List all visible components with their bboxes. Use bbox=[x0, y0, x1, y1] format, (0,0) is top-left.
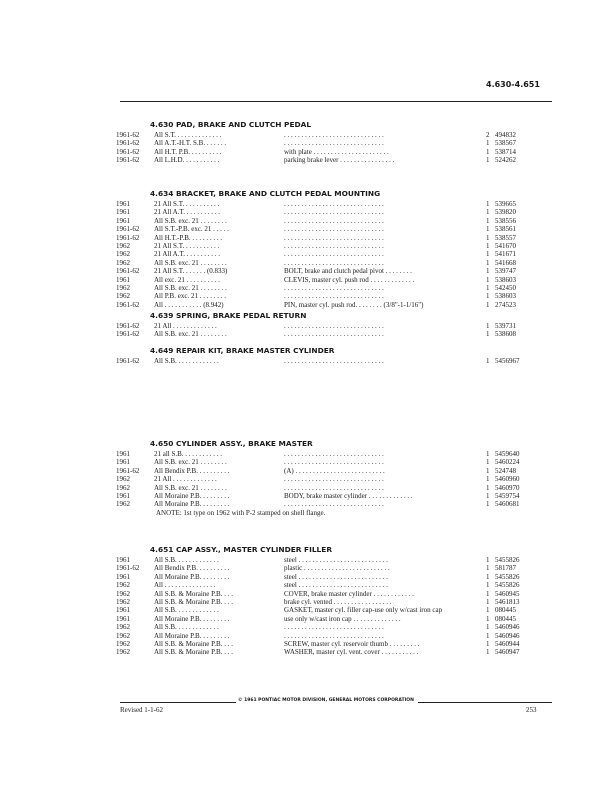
part-description: . . . . . . . . . . . . . . . . . . . . . . . . . . . . . bbox=[284, 283, 384, 292]
part-quantity: 1 bbox=[486, 225, 490, 234]
part-number: 5460946 bbox=[495, 631, 520, 640]
part-number: 5459640 bbox=[495, 450, 520, 458]
part-row bbox=[116, 250, 556, 258]
part-quantity: 1 bbox=[486, 491, 490, 500]
part-number: 538603 bbox=[495, 292, 516, 301]
part-number: 538603 bbox=[495, 275, 516, 284]
part-quantity: 1 bbox=[486, 639, 490, 648]
part-row bbox=[116, 598, 556, 606]
part-description: parking brake lever . . . . . . . . . . . . . . . . bbox=[284, 156, 395, 165]
part-row bbox=[116, 217, 556, 225]
part-number: 538714 bbox=[495, 147, 516, 156]
part-quantity: 1 bbox=[486, 483, 490, 492]
part-year: 1961-62 bbox=[116, 147, 140, 156]
part-description: . . . . . . . . . . . . . . . . . . . . . . . . . . . . . bbox=[284, 200, 384, 208]
part-row bbox=[116, 234, 556, 242]
part-row bbox=[116, 225, 556, 233]
part-number: 274523 bbox=[495, 300, 516, 309]
part-description: with plate . . . . . . . . . . . . . . . . . . . . . . bbox=[284, 147, 389, 156]
part-row bbox=[116, 492, 556, 500]
part-description: . . . . . . . . . . . . . . . . . . . . . . . . . . . . . bbox=[284, 357, 384, 365]
page-range: 4.630-4.651 bbox=[486, 80, 540, 89]
part-year: 1962 bbox=[116, 639, 130, 648]
part-quantity: 1 bbox=[486, 458, 490, 467]
parts-section bbox=[116, 544, 556, 657]
part-model: 21 All S.T. . . . . . . . . . . bbox=[154, 200, 220, 208]
part-year: 1961-62 bbox=[116, 139, 140, 148]
part-row bbox=[116, 590, 556, 598]
part-model: All P.B. exc. 21 . . . . . . . . bbox=[154, 292, 226, 301]
part-year: 1962 bbox=[116, 283, 130, 292]
part-description: use only w/cast iron cap . . . . . . . . . . . . . . bbox=[284, 614, 401, 623]
part-year: 1961-62 bbox=[116, 357, 140, 365]
part-year: 1961-62 bbox=[116, 564, 140, 573]
part-row bbox=[116, 556, 556, 564]
part-year: 1962 bbox=[116, 483, 130, 492]
part-row bbox=[116, 242, 556, 250]
part-row bbox=[116, 139, 556, 147]
part-number: 541671 bbox=[495, 250, 516, 259]
part-description: CLEVIS, master cyl. push rod . . . . . . . . . . . . . bbox=[284, 275, 415, 284]
part-number: 539731 bbox=[495, 322, 516, 330]
part-year: 1961-62 bbox=[116, 300, 140, 309]
part-number: 542450 bbox=[495, 283, 516, 292]
part-model: All S.T. . . . . . . . . . . . . . bbox=[154, 131, 222, 139]
part-quantity: 1 bbox=[486, 500, 490, 509]
part-year: 1962 bbox=[116, 589, 130, 598]
part-description: . . . . . . . . . . . . . . . . . . . . . . . . . . . . . bbox=[284, 139, 384, 148]
part-description: . . . . . . . . . . . . . . . . . . . . . . . . . . . . . bbox=[284, 216, 384, 225]
part-quantity: 1 bbox=[486, 156, 490, 165]
part-model: All S.T.-P.B. exc. 21 . . . . . bbox=[154, 225, 229, 234]
part-description: . . . . . . . . . . . . . . . . . . . . . . . . . . . . . bbox=[284, 330, 384, 339]
part-row bbox=[116, 573, 556, 581]
part-quantity: 1 bbox=[486, 357, 490, 365]
part-quantity: 1 bbox=[486, 450, 490, 458]
part-quantity: 1 bbox=[486, 475, 490, 484]
part-model: All A.T.-H.T. S.B. . . . . . . bbox=[154, 139, 227, 148]
part-number: 581787 bbox=[495, 564, 516, 573]
part-year: 1961-62 bbox=[116, 225, 140, 234]
footer-rule-left bbox=[120, 702, 236, 703]
part-row bbox=[116, 292, 556, 300]
part-quantity: 1 bbox=[486, 614, 490, 623]
part-model: All S.B. . . . . . . . . . . . . bbox=[154, 357, 219, 365]
part-year: 1961 bbox=[116, 275, 130, 284]
part-description: BOLT, brake and clutch pedal pivot . . . . . . . . bbox=[284, 267, 412, 276]
part-number: 5460947 bbox=[495, 648, 520, 657]
part-row bbox=[116, 276, 556, 284]
part-model: All H.T.-P.B. . . . . . . . . . bbox=[154, 233, 223, 242]
section-title: 4.649 REPAIR KIT, BRAKE MASTER CYLINDER bbox=[150, 346, 335, 355]
part-quantity: 1 bbox=[486, 623, 490, 632]
page-number: 253 bbox=[526, 706, 537, 714]
part-quantity: 1 bbox=[486, 564, 490, 573]
part-number: 5460970 bbox=[495, 483, 520, 492]
part-row bbox=[116, 301, 556, 309]
part-number: 539665 bbox=[495, 200, 516, 208]
part-year: 1961-62 bbox=[116, 156, 140, 165]
part-model: 21 All A.T. . . . . . . . . . . bbox=[154, 208, 220, 217]
part-model: All . . . . . . . . . . . (8.942) bbox=[154, 300, 224, 309]
part-number: 524748 bbox=[495, 466, 516, 475]
part-row bbox=[116, 284, 556, 292]
part-model: All S.B. . . . . . . . . . . . . bbox=[154, 556, 219, 564]
part-quantity: 1 bbox=[486, 267, 490, 276]
part-row bbox=[116, 484, 556, 492]
part-number: 541668 bbox=[495, 258, 516, 267]
part-number: 524262 bbox=[495, 156, 516, 165]
part-row bbox=[116, 322, 556, 330]
part-description: . . . . . . . . . . . . . . . . . . . . . . . . . . . . . bbox=[284, 483, 384, 492]
part-row bbox=[116, 458, 556, 466]
part-model: All Moraine P.B. . . . . . . . . bbox=[154, 572, 230, 581]
part-description: . . . . . . . . . . . . . . . . . . . . . . . . . . . . . bbox=[284, 475, 384, 484]
part-quantity: 1 bbox=[486, 589, 490, 598]
section-title: 4.630 PAD, BRAKE AND CLUTCH PEDAL bbox=[150, 120, 312, 129]
part-model: 21 all S.B. . . . . . . . . . . . bbox=[154, 450, 223, 458]
part-model: All Moraine P.B. . . . . . . . . bbox=[154, 500, 230, 509]
part-year: 1961 bbox=[116, 208, 130, 217]
part-year: 1961 bbox=[116, 556, 130, 564]
part-year: 1962 bbox=[116, 250, 130, 259]
section-title: 4.639 SPRING, BRAKE PEDAL RETURN bbox=[150, 311, 307, 320]
part-model: 21 All S.T. . . . . . . (0.833) bbox=[154, 267, 228, 276]
part-year: 1961-62 bbox=[116, 466, 140, 475]
part-model: All Bendix P.B. . . . . . . . . . bbox=[154, 564, 230, 573]
part-year: 1962 bbox=[116, 475, 130, 484]
part-row bbox=[116, 564, 556, 572]
part-row bbox=[116, 357, 556, 365]
part-model: All Moraine P.B. . . . . . . . . bbox=[154, 614, 230, 623]
part-quantity: 2 bbox=[486, 131, 490, 139]
part-year: 1961 bbox=[116, 572, 130, 581]
part-model: All S.B. exc. 21 . . . . . . . . bbox=[154, 283, 227, 292]
part-quantity: 1 bbox=[486, 322, 490, 330]
part-description: . . . . . . . . . . . . . . . . . . . . . . . . . . . . . bbox=[284, 623, 384, 632]
section-title: 4.651 CAP ASSY., MASTER CYLINDER FILLER bbox=[150, 545, 333, 554]
part-year: 1961 bbox=[116, 450, 130, 458]
part-quantity: 1 bbox=[486, 147, 490, 156]
part-year: 1962 bbox=[116, 292, 130, 301]
part-description: . . . . . . . . . . . . . . . . . . . . . . . . . . . . . bbox=[284, 631, 384, 640]
part-quantity: 1 bbox=[486, 556, 490, 564]
part-row bbox=[116, 615, 556, 623]
part-description: . . . . . . . . . . . . . . . . . . . . . . . . . . . . . bbox=[284, 225, 384, 234]
part-description: . . . . . . . . . . . . . . . . . . . . . . . . . . . . . bbox=[284, 250, 384, 259]
parts-section bbox=[116, 119, 556, 165]
part-quantity: 1 bbox=[486, 283, 490, 292]
part-description: . . . . . . . . . . . . . . . . . . . . . . . . . . . . . bbox=[284, 292, 384, 301]
part-number: 5460944 bbox=[495, 639, 520, 648]
section-title: 4.650 CYLINDER ASSY., BRAKE MASTER bbox=[150, 439, 313, 448]
header-rule bbox=[120, 101, 552, 102]
part-number: 5461813 bbox=[495, 597, 520, 606]
part-description: . . . . . . . . . . . . . . . . . . . . . . . . . . . . . bbox=[284, 322, 384, 330]
part-number: 494832 bbox=[495, 131, 516, 139]
part-row bbox=[116, 450, 556, 458]
part-model: All Moraine P.B. . . . . . . . . bbox=[154, 631, 230, 640]
part-year: 1962 bbox=[116, 500, 130, 509]
part-number: 539820 bbox=[495, 208, 516, 217]
part-quantity: 1 bbox=[486, 648, 490, 657]
part-number: 5455826 bbox=[495, 556, 520, 564]
part-description: steel . . . . . . . . . . . . . . . . . . . . . . . . . . bbox=[284, 581, 388, 590]
part-year: 1961-62 bbox=[116, 322, 140, 330]
part-description: COVER, brake master cylinder . . . . . . . . . . . . bbox=[284, 589, 414, 598]
part-model: All Moraine P.B. . . . . . . . . bbox=[154, 491, 230, 500]
part-year: 1961 bbox=[116, 458, 130, 467]
part-model: All S.B. exc. 21 . . . . . . . . bbox=[154, 330, 227, 339]
part-model: All H.T. P.B. . . . . . . . . . bbox=[154, 147, 222, 156]
part-model: All S.B. exc. 21 . . . . . . . . bbox=[154, 216, 227, 225]
part-year: 1962 bbox=[116, 241, 130, 250]
part-row bbox=[116, 259, 556, 267]
part-row bbox=[116, 606, 556, 614]
part-model: 21 All A.T. . . . . . . . . . . bbox=[154, 250, 220, 259]
part-description: SCREW, master cyl. reservoir thumb . . . . . . . . . bbox=[284, 639, 420, 648]
part-quantity: 1 bbox=[486, 216, 490, 225]
part-model: All S.B. . . . . . . . . . . . . bbox=[154, 623, 219, 632]
part-number: 5459754 bbox=[495, 491, 520, 500]
part-description: PIN, master cyl. push rod. . . . . . . . (3/8"-1-1/16") bbox=[284, 300, 424, 309]
parts-section bbox=[116, 310, 556, 339]
part-year: 1961 bbox=[116, 606, 130, 615]
part-description: brake cyl. vented . . . . . . . . . . . . . . . . . bbox=[284, 597, 392, 606]
part-model: All S.B. exc. 21 . . . . . . . . bbox=[154, 483, 227, 492]
part-year: 1962 bbox=[116, 597, 130, 606]
part-model: All S.B. & Moraine P.B. . . . bbox=[154, 639, 233, 648]
part-quantity: 1 bbox=[486, 208, 490, 217]
part-row bbox=[116, 500, 556, 508]
part-quantity: 1 bbox=[486, 597, 490, 606]
part-quantity: 1 bbox=[486, 606, 490, 615]
part-year: 1961-62 bbox=[116, 131, 140, 139]
part-year: 1962 bbox=[116, 648, 130, 657]
part-model: 21 All . . . . . . . . . . . . . bbox=[154, 322, 217, 330]
part-quantity: 1 bbox=[486, 258, 490, 267]
part-quantity: 1 bbox=[486, 466, 490, 475]
part-number: 5460224 bbox=[495, 458, 520, 467]
part-row bbox=[116, 467, 556, 475]
part-row bbox=[116, 200, 556, 208]
part-year: 1961-62 bbox=[116, 330, 140, 339]
part-year: 1962 bbox=[116, 631, 130, 640]
part-description: GASKET, master cyl. filler cap-use only w/cast iron cap bbox=[284, 606, 443, 615]
part-row bbox=[116, 632, 556, 640]
footer-rule-right bbox=[418, 702, 552, 703]
part-quantity: 1 bbox=[486, 241, 490, 250]
part-quantity: 1 bbox=[486, 330, 490, 339]
part-quantity: 1 bbox=[486, 581, 490, 590]
part-row bbox=[116, 623, 556, 631]
part-number: 5455826 bbox=[495, 581, 520, 590]
part-number: 5460681 bbox=[495, 500, 520, 509]
part-number: 538561 bbox=[495, 225, 516, 234]
part-number: 5460960 bbox=[495, 475, 520, 484]
part-year: 1961-62 bbox=[116, 233, 140, 242]
part-model: All Bendix P.B. . . . . . . . . . bbox=[154, 466, 230, 475]
part-description: . . . . . . . . . . . . . . . . . . . . . . . . . . . . . bbox=[284, 450, 384, 458]
part-model: All S.B. exc. 21 . . . . . . . . bbox=[154, 458, 227, 467]
part-model: 21 All . . . . . . . . . . . . . bbox=[154, 475, 217, 484]
copyright-line: © 1961 PONTIAC MOTOR DIVISION, GENERAL MOTORS CORPORATION bbox=[238, 698, 414, 703]
part-row bbox=[116, 330, 556, 338]
part-row bbox=[116, 581, 556, 589]
part-row bbox=[116, 208, 556, 216]
part-row bbox=[116, 131, 556, 139]
parts-section bbox=[116, 438, 556, 517]
part-model: All . . . . . . . . . . . . . . . bbox=[154, 581, 216, 590]
part-number: 539747 bbox=[495, 267, 516, 276]
part-year: 1961-62 bbox=[116, 267, 140, 276]
part-row bbox=[116, 648, 556, 656]
section-note: ANOTE: 1st type on 1962 with P-2 stamped on shell flange. bbox=[156, 508, 326, 517]
part-year: 1961 bbox=[116, 614, 130, 623]
part-quantity: 1 bbox=[486, 200, 490, 208]
part-number: 541670 bbox=[495, 241, 516, 250]
revised-date: Revised 1-1-62 bbox=[120, 706, 163, 714]
part-description: . . . . . . . . . . . . . . . . . . . . . . . . . . . . . bbox=[284, 258, 384, 267]
part-number: 5460945 bbox=[495, 589, 520, 598]
part-number: 080445 bbox=[495, 606, 516, 615]
part-row bbox=[116, 475, 556, 483]
part-quantity: 1 bbox=[486, 292, 490, 301]
part-quantity: 1 bbox=[486, 250, 490, 259]
part-number: 538557 bbox=[495, 233, 516, 242]
part-row bbox=[116, 148, 556, 156]
part-row bbox=[116, 640, 556, 648]
part-description: steel . . . . . . . . . . . . . . . . . . . . . . . . . . bbox=[284, 556, 388, 564]
part-model: All S.B. & Moraine P.B. . . . bbox=[154, 648, 233, 657]
part-number: 538608 bbox=[495, 330, 516, 339]
part-description: steel . . . . . . . . . . . . . . . . . . . . . . . . . . bbox=[284, 572, 388, 581]
part-model: All S.B. & Moraine P.B. . . . bbox=[154, 597, 233, 606]
parts-section bbox=[116, 345, 556, 365]
part-number: 538556 bbox=[495, 216, 516, 225]
part-year: 1961 bbox=[116, 200, 130, 208]
part-quantity: 1 bbox=[486, 275, 490, 284]
part-model: All S.B. exc. 21 . . . . . . . . bbox=[154, 258, 227, 267]
part-model: All S.B. & Moraine P.B. . . . bbox=[154, 589, 233, 598]
part-quantity: 1 bbox=[486, 139, 490, 148]
part-number: 5456967 bbox=[495, 357, 520, 365]
part-year: 1962 bbox=[116, 623, 130, 632]
part-quantity: 1 bbox=[486, 233, 490, 242]
part-model: All exc. 21 . . . . . . . . . . bbox=[154, 275, 220, 284]
part-description: WASHER, master cyl. vent. cover . . . . . . . . . . . bbox=[284, 648, 419, 657]
part-description: . . . . . . . . . . . . . . . . . . . . . . . . . . . . . bbox=[284, 241, 384, 250]
part-number: 5460946 bbox=[495, 623, 520, 632]
section-title: 4.634 BRACKET, BRAKE AND CLUTCH PEDAL MOUNTING bbox=[150, 189, 381, 198]
part-year: 1962 bbox=[116, 258, 130, 267]
part-model: All S.B. . . . . . . . . . . . . bbox=[154, 606, 219, 615]
part-description: plastic . . . . . . . . . . . . . . . . . . . . . . . . . bbox=[284, 564, 390, 573]
part-description: . . . . . . . . . . . . . . . . . . . . . . . . . . . . . bbox=[284, 233, 384, 242]
part-number: 5455826 bbox=[495, 572, 520, 581]
part-quantity: 1 bbox=[486, 631, 490, 640]
part-row bbox=[116, 156, 556, 164]
parts-section bbox=[116, 188, 556, 309]
part-year: 1961 bbox=[116, 491, 130, 500]
part-description: . . . . . . . . . . . . . . . . . . . . . . . . . . . . . bbox=[284, 500, 384, 509]
part-number: 080445 bbox=[495, 614, 516, 623]
part-model: 21 All S.T. . . . . . . . . . . bbox=[154, 241, 220, 250]
part-description: . . . . . . . . . . . . . . . . . . . . . . . . . . . . . bbox=[284, 208, 384, 217]
part-model: All L.H.D. . . . . . . . . . . bbox=[154, 156, 220, 165]
part-row bbox=[116, 267, 556, 275]
part-description: (A) . . . . . . . . . . . . . . . . . . . . . . . . . . bbox=[284, 466, 385, 475]
part-description: BODY, brake master cylinder . . . . . . . . . . . . . bbox=[284, 491, 413, 500]
part-description: . . . . . . . . . . . . . . . . . . . . . . . . . . . . . bbox=[284, 458, 384, 467]
part-number: 538567 bbox=[495, 139, 516, 148]
part-quantity: 1 bbox=[486, 300, 490, 309]
part-year: 1962 bbox=[116, 581, 130, 590]
part-year: 1961 bbox=[116, 216, 130, 225]
part-quantity: 1 bbox=[486, 572, 490, 581]
part-description: . . . . . . . . . . . . . . . . . . . . . . . . . . . . . bbox=[284, 131, 384, 139]
